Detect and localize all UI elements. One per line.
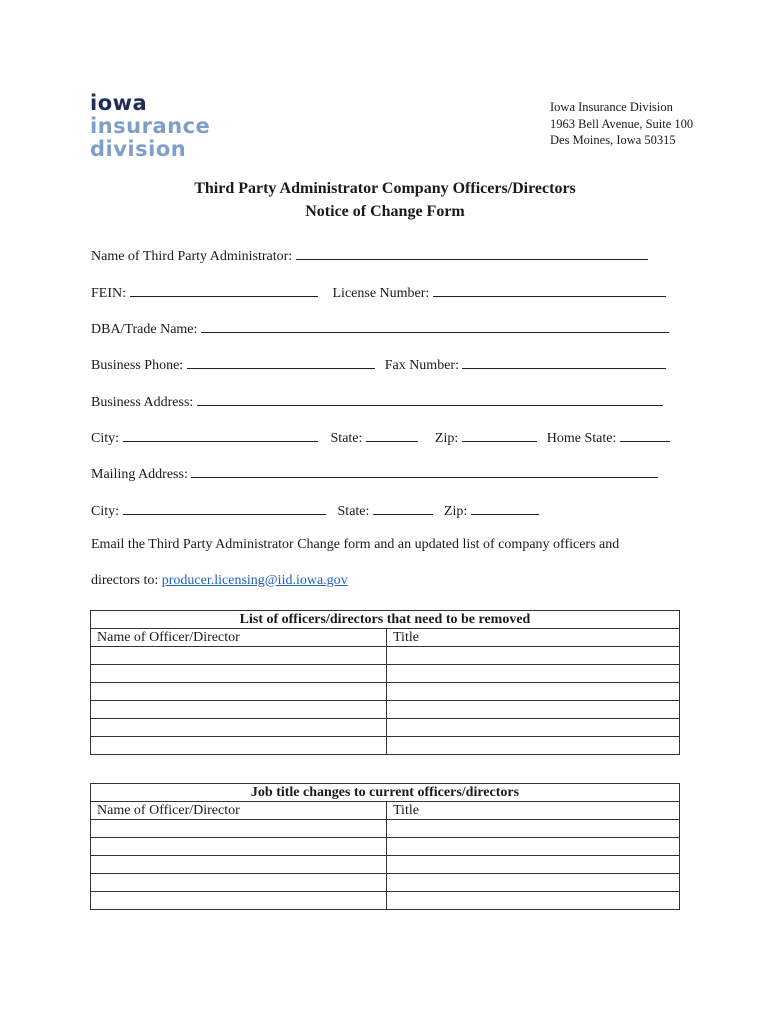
business-address-row [91,391,663,412]
table-row [91,665,680,683]
officer-title-cell[interactable] [387,874,680,892]
officer-title-cell[interactable] [387,892,680,910]
business-city-field[interactable] [123,427,318,442]
officer-name-cell[interactable] [91,856,387,874]
mailing-zip-field[interactable] [471,500,539,515]
business-address-field[interactable] [197,391,663,406]
tpa-name-row [91,245,648,266]
officer-title-cell[interactable] [387,701,680,719]
officer-title-cell[interactable] [387,647,680,665]
tpa-name-label: Name of Third Party Administrator: [91,249,293,264]
form-title: Third Party Administrator Company Officers/Directors [194,180,576,197]
logo-line-3: division [90,137,187,161]
mailing-address-field[interactable] [191,463,658,478]
officer-name-cell[interactable] [91,838,387,856]
mailing-address-label: Mailing Address: [91,467,188,482]
fein-label: FEIN: [91,286,126,301]
logo-line-2: insurance [90,114,211,138]
fein-license-row [91,282,666,303]
table-row [91,719,680,737]
division-address [550,99,693,149]
officer-name-cell[interactable] [91,892,387,910]
officer-title-cell[interactable] [387,683,680,701]
mailing-city-label: City: [91,504,120,519]
removed-table-caption: List of officers/directors that need to be removed [91,611,680,629]
business-phone-label: Business Phone: [91,358,184,373]
iowa-insurance-division-logo [90,91,211,164]
officer-name-cell[interactable] [91,683,387,701]
changes-table-caption: Job title changes to current officers/directors [91,784,680,802]
mailing-address-row [91,463,658,484]
business-city-label: City: [91,431,120,446]
table-row [91,838,680,856]
license-number-label: License Number: [332,286,430,301]
table-row [91,737,680,755]
license-number-field[interactable] [433,282,666,297]
officer-name-cell[interactable] [91,719,387,737]
mailing-city-row [91,500,539,521]
officer-name-cell[interactable] [91,701,387,719]
business-phone-field[interactable] [187,354,375,369]
phone-fax-row [91,354,666,375]
address-line-1: Iowa Insurance Division [550,100,673,114]
changes-col-title-header: Title [387,802,680,820]
dba-label: DBA/Trade Name: [91,322,198,337]
removed-col-title-header: Title [387,629,680,647]
table-row [91,892,680,910]
mailing-state-label: State: [337,504,370,519]
email-prefix: directors to: [91,573,159,588]
officer-title-cell[interactable] [387,838,680,856]
tpa-name-field[interactable] [296,245,648,260]
officer-title-cell[interactable] [387,719,680,737]
mailing-city-field[interactable] [123,500,326,515]
business-zip-label: Zip: [434,431,459,446]
logo-line-1: iowa [90,91,148,115]
officer-name-cell[interactable] [91,874,387,892]
title-changes-table [90,783,680,910]
officer-name-cell[interactable] [91,665,387,683]
removed-col-name-header: Name of Officer/Director [91,629,387,647]
table-row [91,701,680,719]
mailing-zip-label: Zip: [443,504,468,519]
table-row [91,683,680,701]
removed-officers-table [90,610,680,755]
officer-title-cell[interactable] [387,856,680,874]
dba-row [91,318,669,339]
form-subtitle: Notice of Change Form [305,203,465,220]
home-state-label: Home State: [546,431,617,446]
dba-field[interactable] [201,318,669,333]
officer-name-cell[interactable] [91,737,387,755]
email-link[interactable]: producer.licensing@iid.iowa.gov [161,573,348,588]
business-city-row [91,427,670,448]
table-row [91,874,680,892]
home-state-field[interactable] [620,427,670,442]
officer-name-cell[interactable] [91,647,387,665]
table-row [91,856,680,874]
fax-number-field[interactable] [462,354,666,369]
officer-title-cell[interactable] [387,737,680,755]
business-address-label: Business Address: [91,395,194,410]
business-state-label: State: [330,431,363,446]
officer-title-cell[interactable] [387,820,680,838]
address-line-2: 1963 Bell Avenue, Suite 100 [550,116,694,131]
officer-name-cell[interactable] [91,820,387,838]
business-state-field[interactable] [366,427,418,442]
table-row [91,820,680,838]
email-instructions: Email the Third Party Administrator Change form and an updated list of company officers and [91,537,620,552]
changes-col-name-header: Name of Officer/Director [91,802,387,820]
address-line-3: Des Moines, Iowa 50315 [550,133,676,147]
email-instructions-line-2 [91,573,348,589]
table-row [91,647,680,665]
officer-title-cell[interactable] [387,665,680,683]
business-zip-field[interactable] [462,427,537,442]
mailing-state-field[interactable] [373,500,433,515]
fein-field[interactable] [130,282,318,297]
fax-number-label: Fax Number: [384,358,459,373]
